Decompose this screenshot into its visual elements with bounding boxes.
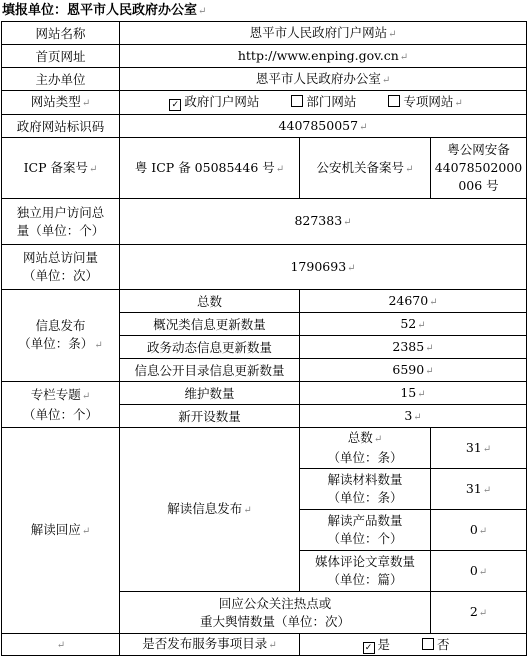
total-visits-value: 1790693↵ — [120, 245, 527, 290]
row-site-type — [2, 91, 527, 115]
info-overview-value: 52↵ — [300, 313, 527, 336]
interpret-response-value: 2↵ — [431, 592, 527, 634]
interpret-product-value: 0↵ — [431, 510, 527, 551]
interpret-media-value: 0↵ — [431, 551, 527, 592]
site-type-label: 网站类型↵ — [2, 91, 120, 115]
option-special[interactable]: 专项网站↵ — [388, 93, 462, 112]
columns-maintain-value: 15↵ — [300, 382, 527, 405]
interpret-sub-label: 解读信息发布↵ — [120, 428, 300, 592]
police-label: 公安机关备案号↵ — [300, 138, 431, 199]
homepage-label: 首页网址 — [2, 45, 120, 68]
interpret-product-label: 解读产品数量 （单位：个） — [300, 510, 431, 551]
row-service-catalog — [2, 634, 527, 656]
option-yes[interactable]: ✓ 是 — [363, 636, 391, 654]
site-id-value: 4407850057↵ — [120, 115, 527, 138]
row-site-id — [2, 115, 527, 138]
report-header: 填报单位：恩平市人民政府办公室↵ — [2, 3, 207, 18]
row-total-visits — [2, 245, 527, 290]
site-name-value: 恩平市人民政府门户网站↵ — [120, 22, 527, 45]
info-catalog-value: 6590↵ — [300, 359, 527, 382]
icp-value: 粤 ICP 备 05085446 号↵ — [120, 138, 300, 199]
sponsor-value: 恩平市人民政府办公室↵ — [120, 68, 527, 91]
interpret-total-label: 总数↵ （单位：条） — [300, 428, 431, 469]
unique-visitors-label: 独立用户访问总 量（单位：个） — [2, 199, 120, 245]
checkbox-department[interactable] — [291, 95, 303, 107]
columns-new-value: 3↵ — [300, 405, 527, 428]
interpret-material-value: 31↵ — [431, 469, 527, 510]
interpret-material-label: 解读材料数量 （单位：条） — [300, 469, 431, 510]
police-value: 粤公网安备 44078502000 006 号 — [431, 138, 527, 199]
total-visits-label: 网站总访问量 （单位：次） — [2, 245, 120, 290]
header-label: 填报单位： — [2, 3, 68, 18]
option-no[interactable]: 否 — [422, 636, 450, 653]
info-news-label: 政务动态信息更新数量 — [120, 336, 300, 359]
interpret-media-label: 媒体评论文章数量 （单位：篇） — [300, 551, 431, 592]
option-portal[interactable]: ✓ 政府门户网站 — [169, 93, 259, 111]
interpret-label: 解读回应↵ — [2, 428, 120, 634]
site-name-label: 网站名称 — [2, 22, 120, 45]
interpret-response-label: 回应公众关注热点或 重大舆情数量（单位：次） — [120, 592, 431, 634]
interpret-total-value: 31↵ — [431, 428, 527, 469]
homepage-value: http://www.enping.gov.cn↵ — [120, 45, 527, 68]
row-info-total — [2, 290, 527, 313]
checkbox-special[interactable] — [388, 95, 400, 107]
icp-label: ICP 备案号↵ — [2, 138, 120, 199]
info-publish-label: 信息发布 （单位：条）↵ — [2, 290, 120, 382]
site-type-options — [120, 91, 527, 115]
checkbox-yes[interactable]: ✓ — [363, 642, 375, 654]
info-news-value: 2385↵ — [300, 336, 527, 359]
row-icp — [2, 138, 527, 199]
checkbox-no[interactable] — [422, 638, 434, 650]
option-department[interactable]: 部门网站 — [291, 93, 356, 110]
service-catalog-options — [300, 634, 527, 656]
columns-label: 专栏专题↵ （单位：个） — [2, 382, 120, 428]
row-sponsor — [2, 68, 527, 91]
row-interpret-total — [2, 428, 527, 469]
info-overview-label: 概况类信息更新数量 — [120, 313, 300, 336]
row-site-name — [2, 22, 527, 45]
service-catalog-label: 是否发布服务事项目录↵ — [120, 634, 300, 656]
info-total-value: 24670↵ — [300, 290, 527, 313]
site-id-label: 政府网站标识码 — [2, 115, 120, 138]
row-homepage — [2, 45, 527, 68]
sponsor-label: 主办单位 — [2, 68, 120, 91]
info-catalog-label: 信息公开目录信息更新数量 — [120, 359, 300, 382]
checkbox-portal[interactable]: ✓ — [169, 99, 181, 111]
service-blank-cell: ↵ — [2, 634, 120, 656]
row-unique-visitors — [2, 199, 527, 245]
columns-new-label: 新开设数量 — [120, 405, 300, 428]
info-total-label: 总数 — [120, 290, 300, 313]
report-table — [1, 21, 527, 656]
row-columns-maintain — [2, 382, 527, 405]
header-value: 恩平市人民政府办公室 — [67, 3, 198, 18]
unique-visitors-value: 827383↵ — [120, 199, 527, 245]
columns-maintain-label: 维护数量 — [120, 382, 300, 405]
